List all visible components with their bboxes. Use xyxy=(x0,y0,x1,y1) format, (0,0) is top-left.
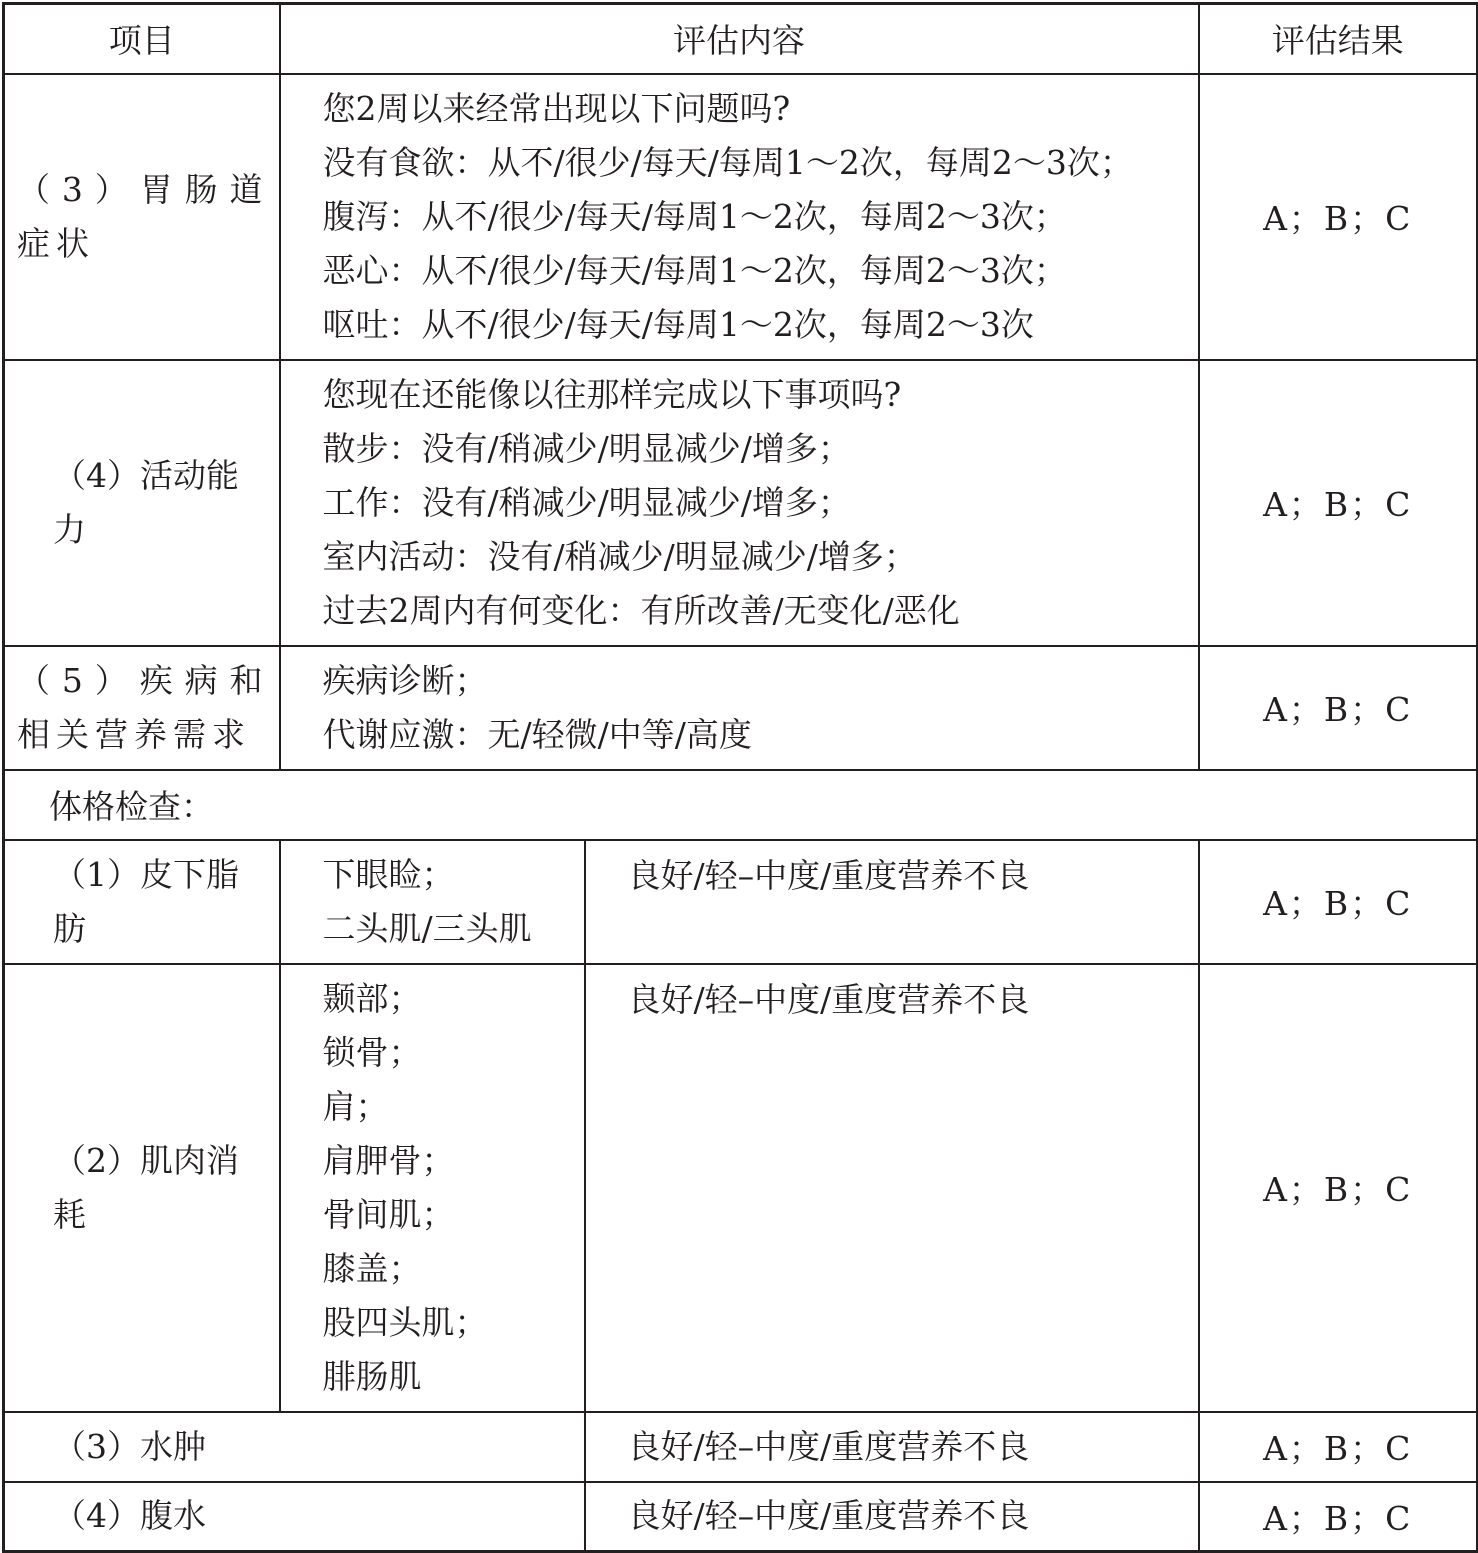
content-gi-symptoms xyxy=(280,74,1199,360)
content-disease xyxy=(280,646,1199,770)
section-row xyxy=(4,770,1478,840)
item-disease: （5）疾病和相关营养需求 xyxy=(4,646,280,770)
grade-subcutaneous-fat: 良好/轻–中度/重度营养不良 xyxy=(585,840,1199,964)
assessment-table xyxy=(2,2,1478,1553)
content-activity xyxy=(280,360,1199,646)
header-result: 评估结果 xyxy=(1199,4,1478,74)
table-row xyxy=(4,964,1478,1412)
site-line: 肩； xyxy=(322,1086,389,1126)
table-row xyxy=(4,840,1478,964)
content-line: 代谢应激：无/轻微/中等/高度 xyxy=(322,714,752,754)
site-line: 骨间肌； xyxy=(322,1194,455,1234)
result-ascites: A；B；C xyxy=(1199,1482,1478,1552)
table-row xyxy=(4,646,1478,770)
item-edema: （3）水肿 xyxy=(4,1412,585,1482)
site-line: 颞部； xyxy=(322,978,422,1018)
header-row xyxy=(4,4,1478,74)
result-subcutaneous-fat: A；B；C xyxy=(1199,840,1478,964)
grade-muscle-wasting: 良好/轻–中度/重度营养不良 xyxy=(585,964,1199,1412)
result-gi-symptoms: A；B；C xyxy=(1199,74,1478,360)
content-line: 疾病诊断； xyxy=(322,660,488,700)
content-line: 散步：没有/稍减少/明显减少/增多； xyxy=(322,428,851,468)
table-row xyxy=(4,74,1478,360)
site-line: 下眼睑； xyxy=(322,854,455,894)
sites-muscle-wasting xyxy=(280,964,585,1412)
header-content: 评估内容 xyxy=(280,4,1199,74)
grade-edema: 良好/轻–中度/重度营养不良 xyxy=(585,1412,1199,1482)
result-muscle-wasting: A；B；C xyxy=(1199,964,1478,1412)
site-line: 腓肠肌 xyxy=(322,1356,422,1396)
content-line: 室内活动：没有/稍减少/明显减少/增多； xyxy=(322,536,917,576)
result-disease: A；B；C xyxy=(1199,646,1478,770)
result-activity: A；B；C xyxy=(1199,360,1478,646)
site-line: 肩胛骨； xyxy=(322,1140,455,1180)
section-physical-exam: 体格检查： xyxy=(4,770,1478,840)
content-line: 没有食欲：从不/很少/每天/每周1～2次，每周2～3次； xyxy=(322,142,1133,182)
header-item: 项目 xyxy=(4,4,280,74)
site-line: 膝盖； xyxy=(322,1248,422,1288)
content-line: 过去2周内有何变化：有所改善/无变化/恶化 xyxy=(322,590,960,630)
site-line: 锁骨； xyxy=(322,1032,422,1072)
item-gi-symptoms: （3）胃肠道症状 xyxy=(4,74,280,360)
content-line: 呕吐：从不/很少/每天/每周1～2次，每周2～3次 xyxy=(322,304,1034,344)
item-ascites: （4）腹水 xyxy=(4,1482,585,1552)
result-edema: A；B；C xyxy=(1199,1412,1478,1482)
sites-subcutaneous-fat xyxy=(280,840,585,964)
site-line: 二头肌/三头肌 xyxy=(322,908,532,948)
table-row xyxy=(4,360,1478,646)
item-muscle-wasting: （2）肌肉消耗 xyxy=(4,964,280,1412)
content-line: 恶心：从不/很少/每天/每周1～2次，每周2～3次； xyxy=(322,250,1067,290)
content-line: 腹泻：从不/很少/每天/每周1～2次，每周2～3次； xyxy=(322,196,1067,236)
content-line: 您2周以来经常出现以下问题吗? xyxy=(322,88,791,128)
item-activity: （4）活动能力 xyxy=(4,360,280,646)
item-subcutaneous-fat: （1）皮下脂肪 xyxy=(4,840,280,964)
content-line: 工作：没有/稍减少/明显减少/增多； xyxy=(322,482,851,522)
site-line: 股四头肌； xyxy=(322,1302,488,1342)
grade-ascites: 良好/轻–中度/重度营养不良 xyxy=(585,1482,1199,1552)
table-row xyxy=(4,1412,1478,1482)
table-row xyxy=(4,1482,1478,1552)
content-line: 您现在还能像以往那样完成以下事项吗? xyxy=(322,374,902,414)
